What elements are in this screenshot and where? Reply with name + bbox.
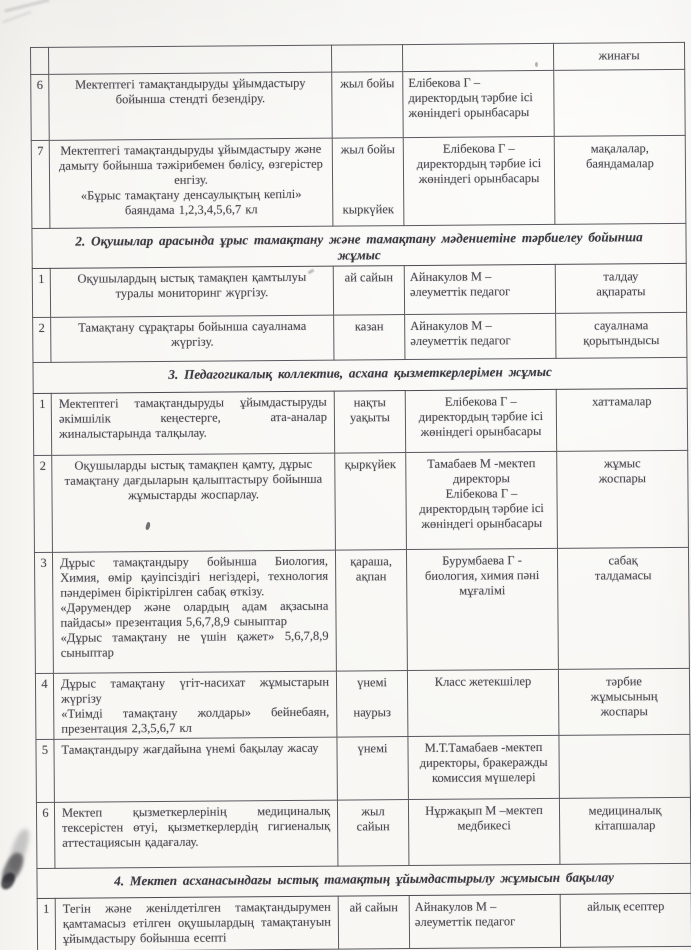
table-row [31, 69, 685, 140]
cell-time [331, 45, 402, 73]
cell-num: 4 [35, 673, 54, 739]
cell-resp: Тамабаев М -мектеп директоры Елібекова Г – директордың тәрбие ісі жөніндегі орынбасары [406, 451, 558, 549]
table-row [36, 734, 690, 802]
cell-desc: Оқушылардың ыстық тамақпен қамтылуы туралы мониторинг жүргізу. [50, 266, 333, 317]
cell-resp: Елібекова Г – директордың тәрбие ісі жөніндегі орынбасары [403, 136, 555, 225]
cell-resp: Айнакулов М – әлеуметтік педагог [405, 313, 556, 359]
cell-resp: Бурумбаева Г - биология, химия пәні мұғалімі [406, 548, 558, 670]
cell-desc: Дұрыс тамақтандыру бойынша Биология, Химия, өмір қауіпсіздігі негіздері, технология пәндерімен біріктірілген сабақ өткізу. «Дәрумендер және олардың адам ақзасына пайдасы» презентация 5,6,7,8,9 сыныптар «Дұрыс тамақтану не үшін қажет» 5,6,7,8,9 сыныптар [52, 550, 336, 673]
cell-num: 6 [31, 74, 50, 140]
cell-num: 2 [34, 455, 53, 552]
cell-time: жыл бойы кыркүйек [332, 138, 404, 227]
cell-desc: Мектептегі тамақтандыруды ұйымдастыру және дамыту бойынша тәжірибемен бөлісу, өзгерістер енгізу. «Бұрыс тамақтану денсаулықтың кепілі» баяндама 1,2,3,4,5,6,7 кл [49, 138, 333, 228]
section-heading: 4. Мектеп асханасындағы ыстық тамақтың ұйымдастырылу жұмысын бақылау [37, 863, 691, 898]
plan-table-body [31, 42, 691, 950]
cell-res: жұмыс жоспары [557, 450, 689, 548]
cell-time: қараша, ақпан [335, 550, 407, 672]
cell-num [31, 47, 49, 74]
plan-table [30, 42, 691, 950]
cell-num: 1 [33, 393, 51, 455]
cell-res: хаттамалар [556, 388, 687, 451]
cell-num: 1 [37, 898, 55, 950]
cell-time: үнемі наурыз [336, 671, 408, 738]
cell-desc: Мектептегі тамақтандыруды ұйымдастыру бойынша стендті безендіру. [49, 72, 333, 140]
cell-res: медициналық кітапшалар [559, 797, 691, 864]
cell-desc: Оқушыларды ыстық тамақпен қамту, дұрыс тамақтану дағдыларын қалыптастыру бойынша жұмыстарды жоспарлау. [52, 453, 336, 552]
cell-desc: Мектептегі тамақтандыруды ұйымдастыруды әкімшілік кеңестерге, ата-аналар жиналыстарында талқылау. [51, 391, 334, 455]
cell-desc [49, 45, 332, 74]
cell-time: казан [334, 315, 405, 361]
cell-time: жыл бойы [332, 72, 404, 139]
cell-resp: Айнакулов М – әлеуметтік педагог [404, 264, 555, 314]
ink-smudge [0, 870, 18, 892]
cell-resp: Айнакулов М – әлеуметтік педагог [409, 894, 560, 948]
cell-time: ай сайын [333, 266, 404, 316]
cell-resp: Нұржақып М –мектеп медбикесі [408, 798, 560, 865]
cell-time: ай сайын [338, 896, 409, 950]
section-heading: 3. Педагогикалық коллектив, асхана қызметкерлерімен жұмыс [33, 357, 687, 393]
cell-res: мақалалар, баяндамалар [554, 135, 686, 224]
table-row [32, 263, 686, 317]
cell-resp: Класс жетекшілер [407, 669, 559, 736]
cell-res: тәрбие жұмысының жоспары [558, 668, 690, 735]
ink-smudge [0, 850, 27, 886]
cell-res [554, 69, 686, 136]
table-row [31, 135, 686, 228]
table-row [36, 797, 690, 868]
cell-time: қыркүйек [335, 453, 407, 551]
cell-desc: Мектеп қызметкерлерінің медициналық тексерістен өтуі, қызметкерлердің гигиеналық аттестациясын қадағалау. [54, 800, 338, 868]
ink-smudge [6, 827, 32, 873]
table-row [33, 312, 687, 362]
cell-res [559, 734, 690, 798]
cell-num: 5 [36, 739, 54, 802]
cell-num: 6 [36, 802, 55, 868]
section-heading-row [33, 357, 687, 393]
cell-res: сабақ талдамасы [557, 547, 689, 669]
cell-time: жыл сайын [337, 800, 409, 867]
section-heading-row [32, 223, 686, 268]
table-row [33, 388, 687, 455]
table-row [34, 450, 689, 552]
scan-streak [3, 11, 32, 23]
cell-num: 7 [31, 140, 50, 228]
cell-res: жинағы [553, 42, 684, 70]
cell-desc: Тамақтану сұрақтары бойынша сауалнама жүргізу. [51, 315, 334, 362]
table-row [34, 547, 689, 673]
cell-num: 1 [32, 268, 50, 317]
scan-streak [4, 0, 49, 13]
cell-desc: Тамақтандыру жағдайына үнемі бақылау жасау [54, 737, 337, 802]
table-row [37, 893, 691, 950]
section-heading: 2. Оқушылар арасында ұрыс тамақтану және тамақтану мәдениетіне тәрбиелеу бойынша жұмыс [32, 223, 686, 268]
cell-resp: Елібекова Г – директордың тәрбие ісі жөніндегі орынбасары [405, 389, 556, 452]
cell-res: сауалнама қорытындысы [556, 312, 687, 358]
cell-desc: Тегін және женілдетілген тамақтандырумен қамтамасыз етілген оқушылардың тамақтануын ұйымдастыру бойынша есепті [55, 896, 338, 950]
document-body [30, 42, 691, 950]
cell-time: үнемі [337, 737, 408, 801]
cell-time: нақты уақыты [334, 391, 405, 454]
cell-resp: Елібекова Г – директордың тәрбие ісі жөніндегі орынбасары [403, 70, 555, 137]
cell-res: талдау ақпараты [555, 263, 686, 313]
cell-resp [402, 43, 553, 71]
table-row [35, 668, 689, 739]
cell-resp: М.Т.Тамабаев -мектеп директоры, бракеражды комиссия мүшелері [408, 735, 559, 799]
cell-desc: Дұрыс тамақтану үгіт-насихат жұмыстарын жүргізу «Тиімді тамақтану жолдары» бейнебаян, презентация 2,3,5,6,7 кл [53, 671, 337, 739]
cell-res: айлық есептер [560, 893, 691, 947]
cell-num: 2 [33, 317, 51, 362]
cell-num: 3 [34, 552, 53, 673]
